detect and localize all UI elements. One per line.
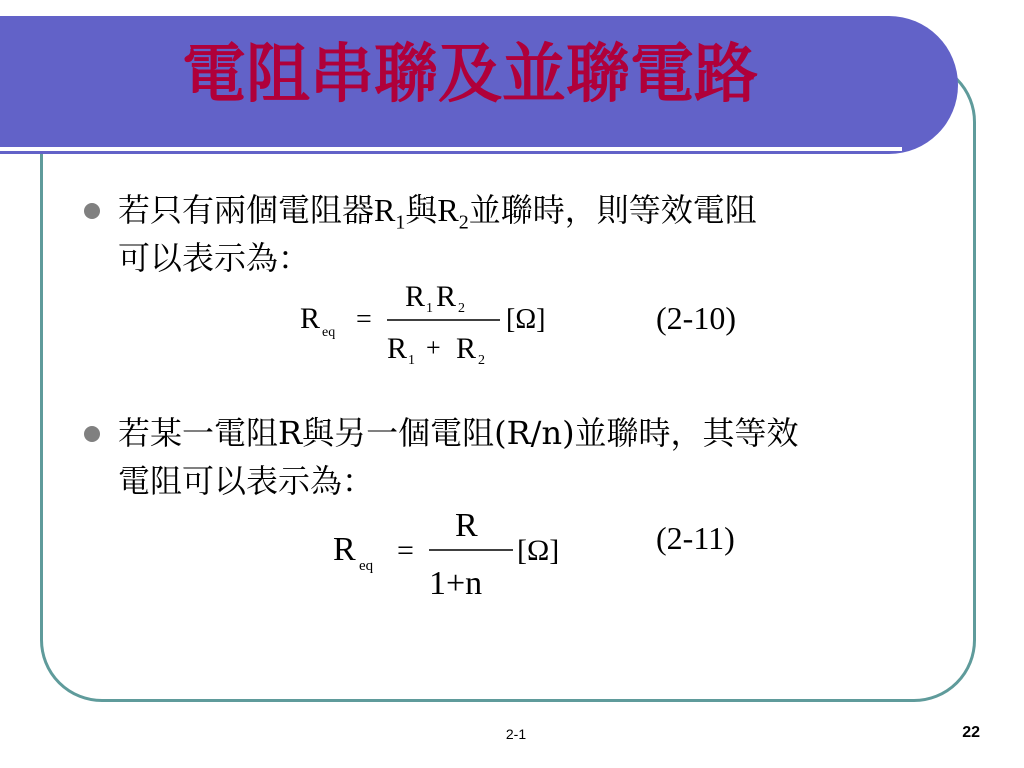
eq2-numerator: R xyxy=(455,507,478,544)
bullet-1-r2: R xyxy=(437,192,459,228)
eq1-label: (2-10) xyxy=(656,300,736,336)
eq2-lhs: R xyxy=(333,531,356,568)
eq1-lhs-sub: eq xyxy=(322,325,336,340)
eq1-den-sub2: 2 xyxy=(478,353,485,368)
eq1-num-r1: R xyxy=(405,280,426,313)
eq1-den-r1: R xyxy=(387,332,408,365)
eq1-num-sub1: 1 xyxy=(426,301,433,316)
eq1-unit: [Ω] xyxy=(506,304,546,335)
eq2-label: (2-11) xyxy=(656,520,735,556)
eq1-den-sub1: 1 xyxy=(408,353,415,368)
eq2-denominator: 1+n xyxy=(429,565,483,602)
eq1-equals: = xyxy=(356,304,372,335)
eq1-den-plus: + xyxy=(426,333,441,362)
title-underline xyxy=(0,147,902,151)
bullet-2-line-1: 若某一電阻R與另一個電阻(R/n)並聯時，其等效 xyxy=(118,414,799,452)
eq2-unit: [Ω] xyxy=(517,534,560,567)
bullet-1-line-1 xyxy=(118,186,757,234)
eq2-equals: = xyxy=(397,534,414,567)
bullet-1-line-2: 可以表示為： xyxy=(118,239,311,277)
eq1-num-r2: R xyxy=(436,280,457,313)
bullet-1-text-b: 與 xyxy=(405,191,438,229)
eq1-lhs: R xyxy=(300,302,321,335)
equation-2-10 xyxy=(290,270,590,380)
bullet-1-r2-sub: 2 xyxy=(458,211,469,234)
eq1-den-r2: R xyxy=(456,332,477,365)
equation-2-11 xyxy=(325,500,585,605)
bullet-1-r1-sub: 1 xyxy=(395,211,406,234)
bullet-dot xyxy=(84,426,100,442)
bullet-1-text-a: 若只有兩個電阻器 xyxy=(118,191,375,229)
eq2-lhs-sub: eq xyxy=(359,558,374,574)
eq1-num-sub2: 2 xyxy=(458,301,465,316)
bullet-1-r1: R xyxy=(374,192,396,228)
slide-title: 電阻串聯及並聯電路 xyxy=(182,38,758,112)
bullet-2-line-2: 電阻可以表示為： xyxy=(118,462,375,500)
footer-page-code: 2-1 xyxy=(505,726,527,742)
bullet-dot xyxy=(84,203,100,219)
bullet-1-text-c: 並聯時，則等效電阻 xyxy=(468,191,757,229)
content-frame xyxy=(40,60,976,702)
slide-number: 22 xyxy=(962,724,980,741)
